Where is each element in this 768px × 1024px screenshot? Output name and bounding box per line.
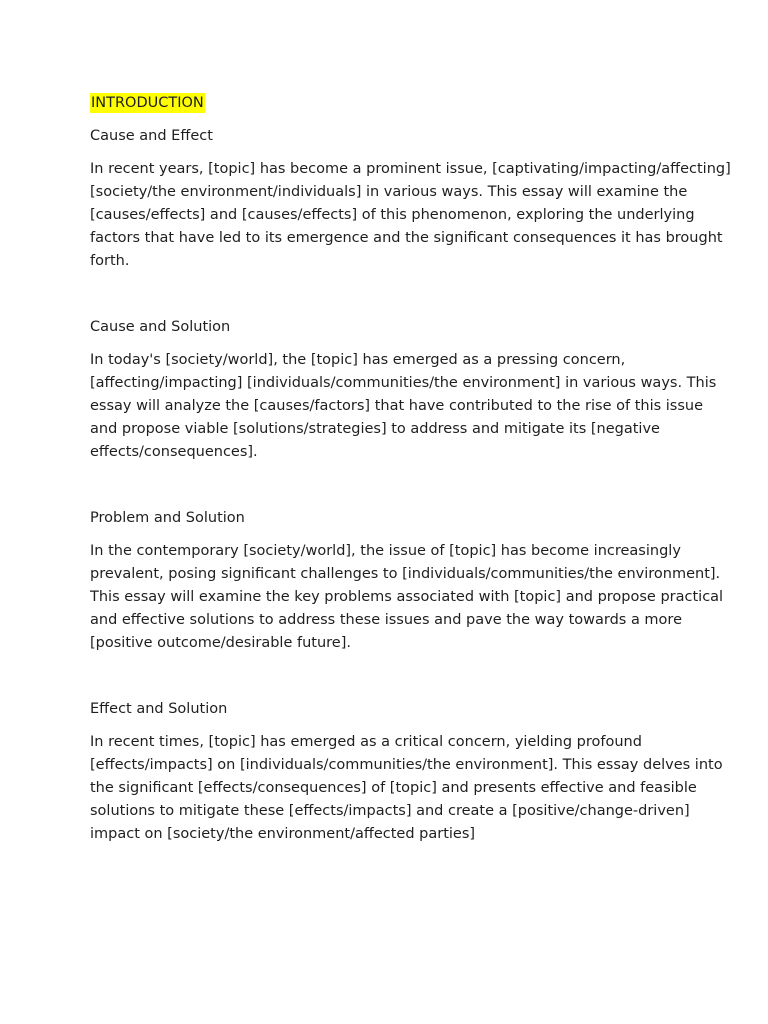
introduction-heading: INTRODUCTION: [91, 95, 204, 111]
paragraph-line: forth.: [90, 253, 130, 269]
section-paragraph: [90, 158, 731, 273]
paragraph-line: [effects/impacts] on [individuals/communities/the environment]. This essay delves into: [90, 757, 723, 773]
paragraph-line: and propose viable [solutions/strategies] to address and mitigate its [negative: [90, 421, 660, 437]
section-title: Cause and Effect: [90, 128, 213, 144]
paragraph-line: In today's [society/world], the [topic] has emerged as a pressing concern,: [90, 352, 626, 368]
paragraph-line: effects/consequences].: [90, 444, 258, 460]
paragraph-line: prevalent, posing significant challenges to [individuals/communities/the environment].: [90, 566, 721, 582]
paragraph-line: the significant [effects/consequences] of [topic] and presents effective and feasible: [90, 780, 697, 796]
paragraph-line: [positive outcome/desirable future].: [90, 635, 351, 651]
paragraph-line: This essay will examine the key problems associated with [topic] and propose practical: [90, 589, 724, 605]
paragraph-line: and effective solutions to address these issues and pave the way towards a more: [90, 612, 682, 628]
paragraph-line: [causes/effects] and [causes/effects] of this phenomenon, exploring the underlying: [90, 207, 695, 223]
paragraph-line: solutions to mitigate these [effects/impacts] and create a [positive/change-driven]: [90, 803, 690, 819]
paragraph-line: In recent times, [topic] has emerged as a critical concern, yielding profound: [90, 734, 642, 750]
paragraph-line: essay will analyze the [causes/factors] that have contributed to the rise of this issue: [90, 398, 704, 414]
paragraph-line: In the contemporary [society/world], the issue of [topic] has become increasingly: [90, 543, 681, 559]
section-paragraph: [90, 349, 717, 464]
section-paragraph: [90, 731, 723, 846]
paragraph-line: impact on [society/the environment/affected parties]: [90, 826, 476, 842]
paragraph-line: factors that have led to its emergence and the significant consequences it has brought: [90, 230, 723, 246]
paragraph-line: [society/the environment/individuals] in various ways. This essay will examine the: [90, 184, 688, 200]
paragraph-line: In recent years, [topic] has become a prominent issue, [captivating/impacting/affecting]: [90, 161, 731, 177]
section-title: Effect and Solution: [90, 701, 228, 717]
section-title: Cause and Solution: [90, 319, 231, 335]
paragraph-line: [affecting/impacting] [individuals/communities/the environment] in various ways. This: [90, 375, 717, 391]
document-page: [90, 92, 731, 842]
section-title: Problem and Solution: [90, 510, 245, 526]
section-paragraph: [90, 540, 724, 655]
